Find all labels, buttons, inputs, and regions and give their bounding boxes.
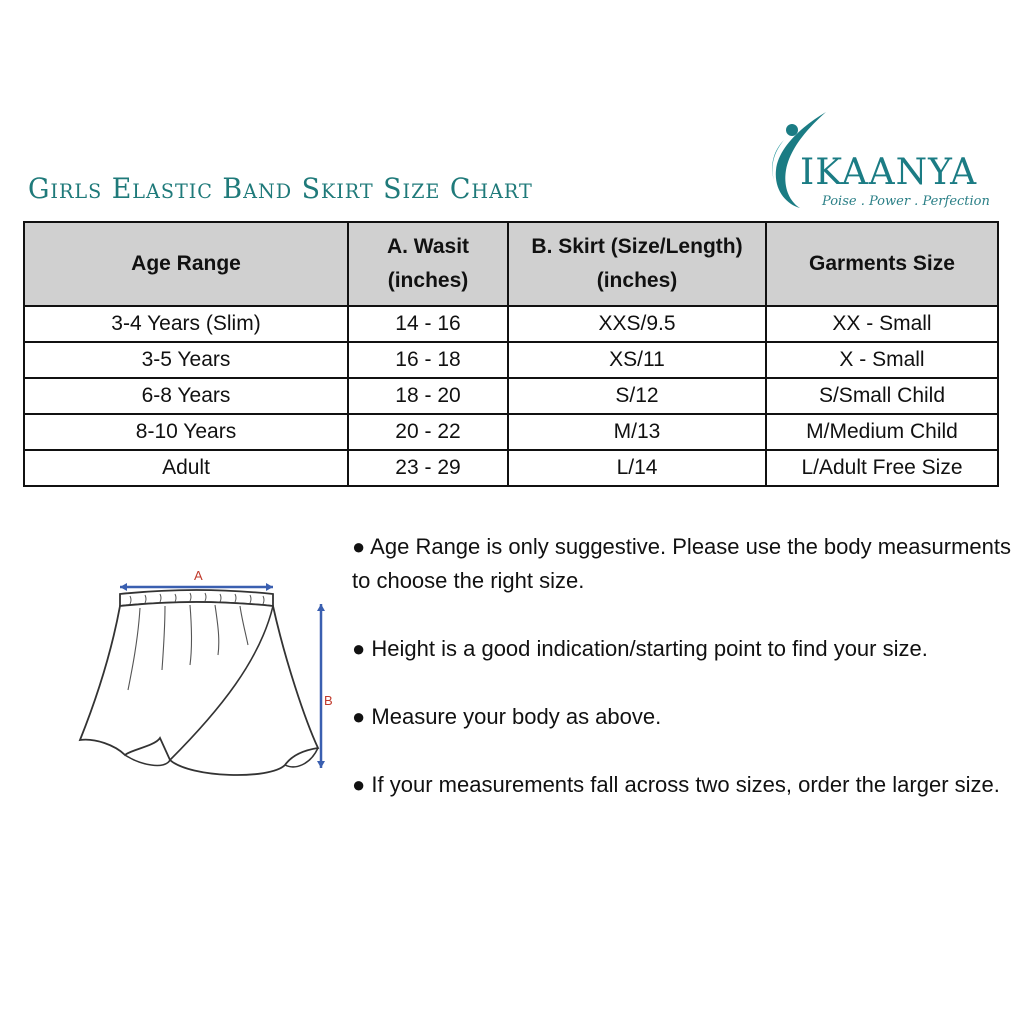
cell-garment: X - Small [766, 342, 998, 378]
table-row [24, 378, 998, 414]
cell-skirt: XXS/9.5 [508, 306, 766, 342]
table-header-row [24, 222, 998, 306]
label-b: B [324, 693, 333, 708]
notes-list [352, 530, 1012, 836]
cell-skirt: XS/11 [508, 342, 766, 378]
table-row [24, 450, 998, 486]
label-a: A [194, 568, 203, 583]
cell-skirt: L/14 [508, 450, 766, 486]
cell-garment: S/Small Child [766, 378, 998, 414]
cell-waist: 20 - 22 [348, 414, 508, 450]
skirt-diagram [70, 560, 350, 790]
cell-age: 6-8 Years [24, 378, 348, 414]
cell-skirt: S/12 [508, 378, 766, 414]
logo-tagline: Poise . Power . Perfection [822, 194, 990, 209]
note-item: ● Age Range is only suggestive. Please use the body measurments to choose the right size. [352, 534, 1012, 593]
cell-waist: 18 - 20 [348, 378, 508, 414]
table-row [24, 414, 998, 450]
note-item: ● If your measurements fall across two sizes, order the larger size. [352, 772, 1000, 797]
cell-skirt: M/13 [508, 414, 766, 450]
logo-name: IKAANYA [800, 152, 978, 193]
brand-logo [756, 108, 996, 212]
cell-waist: 14 - 16 [348, 306, 508, 342]
cell-age: 3-5 Years [24, 342, 348, 378]
size-chart-table [23, 221, 999, 487]
table-row [24, 306, 998, 342]
cell-age: 3-4 Years (Slim) [24, 306, 348, 342]
note-item: ● Measure your body as above. [352, 704, 662, 729]
header-age-range: Age Range [24, 222, 348, 306]
cell-age: Adult [24, 450, 348, 486]
header-garment-size: Garments Size [766, 222, 998, 306]
note-item: ● Height is a good indication/starting point to find your size. [352, 636, 928, 661]
cell-garment: M/Medium Child [766, 414, 998, 450]
header-skirt: B. Skirt (Size/Length) (inches) [508, 222, 766, 306]
table-row [24, 342, 998, 378]
cell-age: 8-10 Years [24, 414, 348, 450]
cell-garment: XX - Small [766, 306, 998, 342]
header-waist: A. Wasit (inches) [348, 222, 508, 306]
skirt-body [80, 602, 318, 775]
cell-waist: 16 - 18 [348, 342, 508, 378]
page-title: Girls Elastic Band Skirt Size Chart [28, 172, 533, 205]
cell-waist: 23 - 29 [348, 450, 508, 486]
cell-garment: L/Adult Free Size [766, 450, 998, 486]
